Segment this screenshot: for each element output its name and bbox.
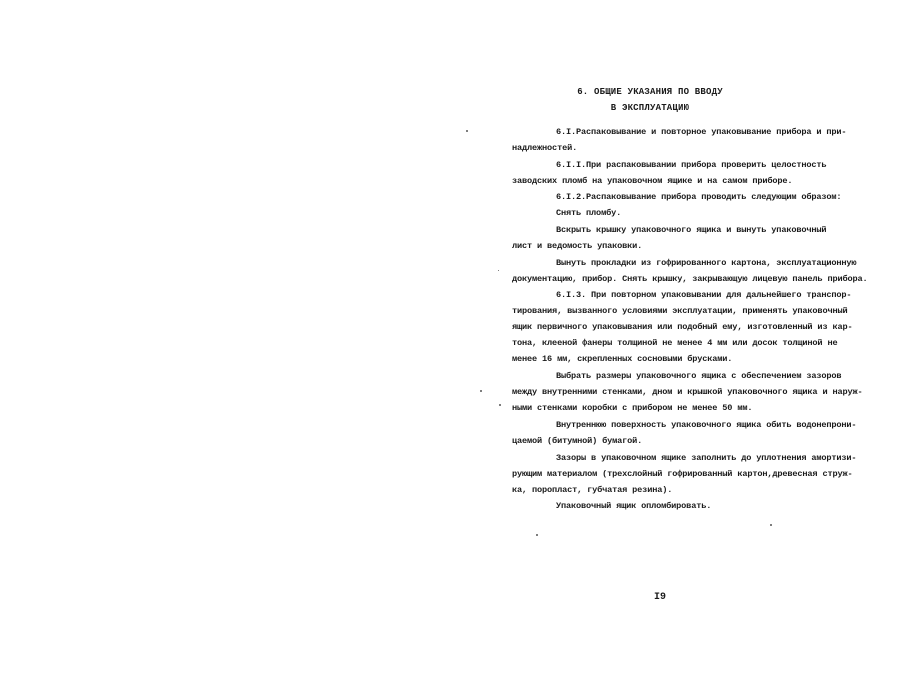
text-line: надлежностей. xyxy=(512,143,578,153)
text-line: тирования, вызванного условиями эксплуатации, применять упаковочный xyxy=(512,306,848,316)
scan-speck xyxy=(466,130,468,132)
text-line: 6.I.Распаковывание и повторное упаковывание прибора и при- xyxy=(556,127,847,137)
text-line: 6.I.I.При распаковывании прибора проверить целостность xyxy=(556,160,827,170)
page-number: I9 xyxy=(654,592,667,603)
text-line: рующим материалом (трехслойный гофрированный картон,древесная струж- xyxy=(512,469,853,479)
scan-speck xyxy=(498,270,499,271)
text-line: ящик первичного упаковывания или подобный ему, изготовленный из кар- xyxy=(512,322,853,332)
scan-speck xyxy=(536,534,538,536)
text-line: Вынуть прокладки из гофрированного картона, эксплуатационную xyxy=(556,258,857,268)
text-line: цаемой (битумной) бумагой. xyxy=(512,436,643,446)
text-line: Вскрыть крышку упаковочного ящика и вынуть упаковочный xyxy=(556,225,827,235)
text-line: 6.I.3. При повторном упаковывании для дальнейшего транспор- xyxy=(556,290,852,300)
text-line: Снять пломбу. xyxy=(556,208,622,218)
text-line: лист и ведомость упаковки. xyxy=(512,241,643,251)
text-line: Выбрать размеры упаковочного ящика с обеспечением зазоров xyxy=(556,371,842,381)
text-line: Зазоры в упаковочном ящике заполнить до уплотнения амортизи- xyxy=(556,453,857,463)
text-line: Упаковочный ящик опломбировать. xyxy=(556,501,712,511)
scan-speck xyxy=(770,524,772,526)
text-line: между внутренними стенками, дном и крышкой упаковочного ящика и наруж- xyxy=(512,387,863,397)
scan-speck xyxy=(480,390,482,392)
scan-speck xyxy=(499,404,501,406)
section-heading-line-1: 6. ОБЩИЕ УКАЗАНИЯ ПО ВВОДУ xyxy=(577,87,723,97)
text-line: 6.I.2.Распаковывание прибора проводить следующим образом: xyxy=(556,192,842,202)
text-line: Внутреннюю поверхность упаковочного ящика обить водонепрони- xyxy=(556,420,857,430)
text-line: ными стенками коробки с прибором не менее 50 мм. xyxy=(512,403,753,413)
section-heading xyxy=(560,84,740,116)
section-heading-line-2: В ЭКСПЛУАТАЦИЮ xyxy=(610,103,690,113)
text-line: менее 16 мм, скрепленных сосновыми брусками. xyxy=(512,354,733,364)
text-line: заводских пломб на упаковочном ящике и на самом приборе. xyxy=(512,176,793,186)
text-line: ка, поропласт, губчатая резина). xyxy=(512,485,673,495)
text-line: документацию, прибор. Снять крышку, закрывающую лицевую панель прибора. xyxy=(512,274,868,284)
text-line: тона, клееной фанеры толщиной не менее 4 мм или досок толщиной не xyxy=(512,338,838,348)
